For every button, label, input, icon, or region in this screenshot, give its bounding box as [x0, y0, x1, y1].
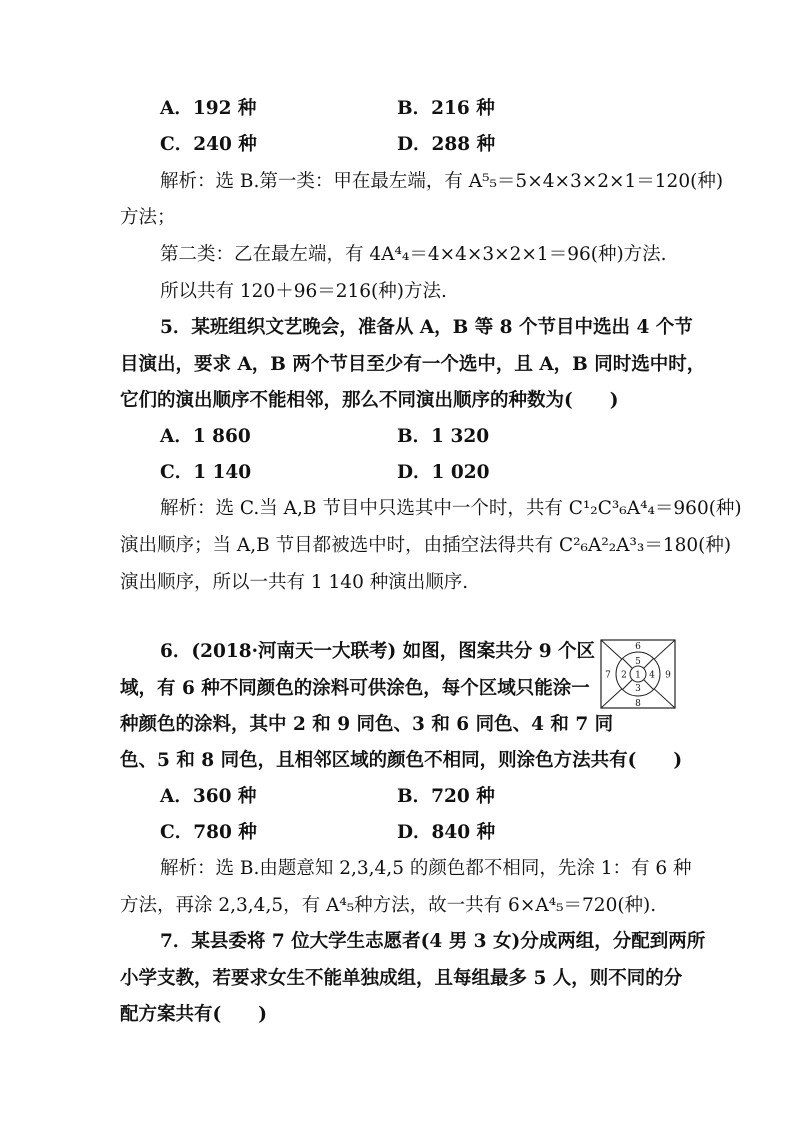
q5-option-b: B．1 320 [397, 426, 490, 447]
region-diagram [600, 639, 676, 709]
q6-solution-line-2: 方法，再涂 2,3,4,5，有 A⁴₅种方法，故一共有 6×A⁴₅＝720(种). [120, 895, 657, 916]
q6-stem-line-1: 6．(2018·河南天一大联考) 如图，图案共分 9 个区 [160, 641, 596, 662]
q5-solution-line-2: 演出顺序；当 A,B 节目都被选中时，由插空法得共有 C²₆A²₂A³₃＝180(种) [120, 535, 732, 556]
q4-option-b: B．216 种 [397, 98, 495, 119]
q5-solution-line-3: 演出顺序，所以一共有 1 140 种演出顺序. [120, 572, 469, 593]
q4-solution-line-1: 解析：选 B.第一类：甲在最左端，有 A⁵₅＝5×4×3×2×1＝120(种) [160, 171, 724, 192]
q5-stem-line-2: 目演出，要求 A，B 两个节目至少有一个选中，且 A，B 同时选中时， [120, 354, 706, 375]
q6-stem-line-4: 色、5 和 8 同色，且相邻区域的颜色不相同，则涂色方法共有( ) [120, 750, 683, 771]
q5-option-c: C．1 140 [160, 462, 252, 483]
q6-option-d: D．840 种 [397, 822, 496, 843]
q4-option-a: A．192 种 [160, 98, 257, 119]
q6-solution-line-1: 解析：选 B.由题意知 2,3,4,5 的颜色都不相同，先涂 1：有 6 种 [160, 858, 692, 879]
q5-option-d: D．1 020 [397, 462, 490, 483]
q4-option-c: C．240 种 [160, 134, 257, 155]
region-label-9: 9 [665, 670, 671, 681]
region-label-6: 6 [635, 642, 641, 652]
q5-solution-line-1: 解析：选 C.当 A,B 节目中只选其中一个时，共有 C¹₂C³₆A⁴₄＝960(种) [160, 498, 742, 519]
region-label-8: 8 [635, 699, 641, 709]
q6-option-c: C．780 种 [160, 822, 257, 843]
q7-stem-line-2: 小学支教，若要求女生不能单独成组，且每组最多 5 人，则不同的分 [120, 968, 683, 989]
q6-option-a: A．360 种 [160, 786, 257, 807]
q6-stem-line-3: 种颜色的涂料，其中 2 和 9 同色、3 和 6 同色、4 和 7 同 [120, 714, 614, 735]
q5-stem-line-1: 5．某班组织文艺晚会，准备从 A，B 等 8 个节目中选出 4 个节 [160, 317, 693, 338]
q7-stem-line-1: 7．某县委将 7 位大学生志愿者(4 男 3 女)分成两组，分配到两所 [160, 931, 706, 952]
region-label-4: 4 [649, 670, 655, 681]
region-label-7: 7 [605, 670, 611, 681]
q5-option-a: A．1 860 [160, 426, 251, 447]
q4-option-d: D．288 种 [397, 134, 496, 155]
region-label-5: 5 [635, 657, 641, 667]
q5-stem-line-3: 它们的演出顺序不能相邻，那么不同演出顺序的种数为( ) [120, 390, 619, 411]
region-label-2: 2 [621, 670, 627, 681]
q4-solution-line-4: 所以共有 120＋96＝216(种)方法. [160, 281, 447, 302]
q6-option-b: B．720 种 [397, 786, 495, 807]
q4-solution-line-2: 方法； [120, 207, 176, 228]
region-label-1: 1 [635, 670, 641, 681]
q6-stem-line-2: 域，有 6 种不同颜色的涂料可供涂色，每个区域只能涂一 [120, 678, 590, 699]
q7-stem-line-3: 配方案共有( ) [120, 1004, 268, 1025]
q4-solution-line-3: 第二类：乙在最左端，有 4A⁴₄＝4×4×3×2×1＝96(种)方法. [160, 244, 667, 265]
region-label-3: 3 [635, 684, 641, 694]
